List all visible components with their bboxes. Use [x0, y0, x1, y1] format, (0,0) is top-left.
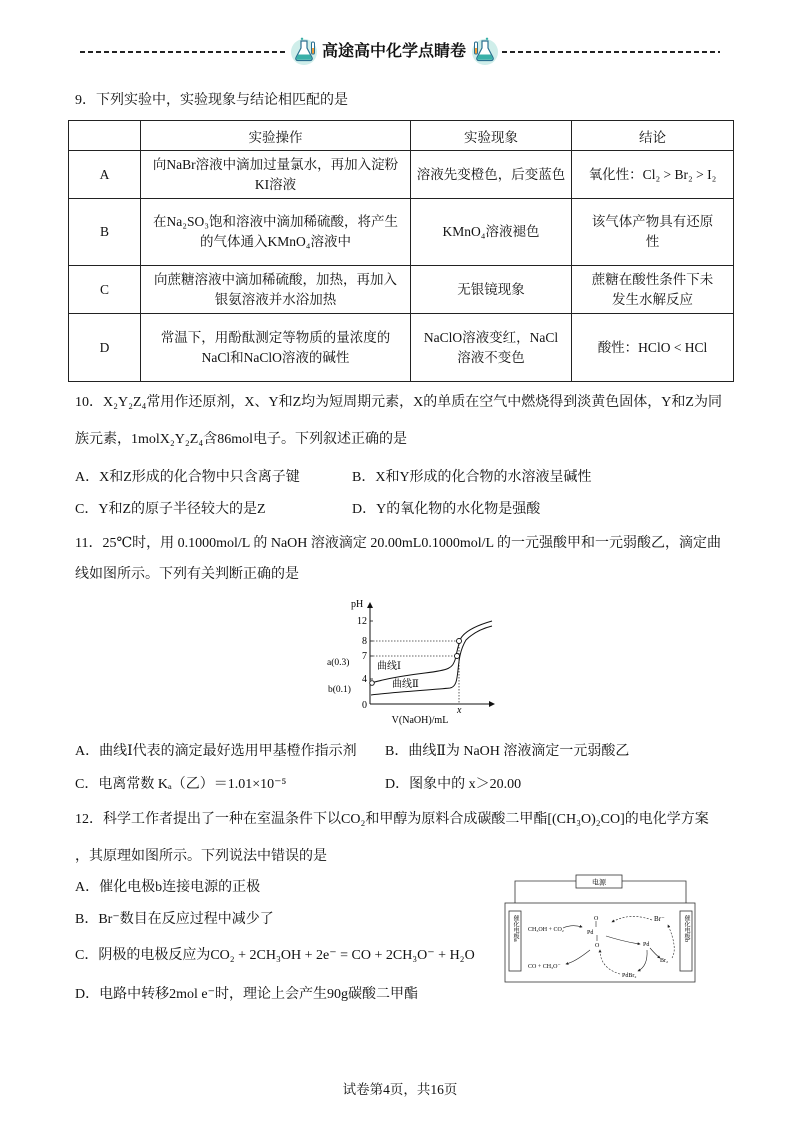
- cell-outline: [505, 903, 695, 982]
- titration-curve-figure: [322, 594, 498, 728]
- conclusion-cell: [572, 266, 734, 314]
- point-b-label: b(0.1): [328, 685, 351, 695]
- header-rule-left: [80, 51, 286, 53]
- cell-line: 发生水解反应: [612, 291, 693, 307]
- bromide-label: Br⁻: [654, 915, 665, 923]
- cell-line: KI溶液: [254, 176, 297, 192]
- reaction-arrow: [668, 925, 674, 958]
- electrochemical-cell-diagram: [495, 866, 703, 990]
- conclusion-cell: [572, 314, 734, 382]
- phenomenon-cell: [411, 199, 572, 266]
- y-tick-label: 4: [362, 674, 367, 685]
- power-source-label: 电源: [592, 878, 606, 887]
- electrode-right-label: 催化电极b: [683, 915, 689, 942]
- cell-line: NaCl和NaClO溶液的碱性: [201, 349, 350, 365]
- q12-stem-line: 12．科学工作者提出了一种在室温条件下以CO₂和甲醇为原料合成碳酸二甲酯[(CH₃O)₂CO]的电化学方案: [75, 812, 709, 827]
- reactants-label: CH₃OH + CO₂: [528, 927, 564, 933]
- reaction-arrow: [563, 926, 582, 928]
- reaction-arrow: [566, 950, 590, 964]
- header-rule-right: [502, 51, 720, 53]
- q12-option-a: A．催化电极b连接电源的正极: [75, 880, 261, 895]
- operation-cell: [141, 266, 411, 314]
- experiment-table: [68, 120, 734, 382]
- curve-2-label: 曲线Ⅱ: [392, 679, 419, 690]
- cell-line: NaClO溶液变红，NaCl: [423, 329, 559, 345]
- products-label: CO + CH₃O⁻: [528, 964, 561, 970]
- q10-option-c: C．Y和Z的原子半径较大的是Z: [75, 502, 266, 517]
- conclusion-cell: [572, 151, 734, 199]
- table-header: 实验现象: [411, 121, 572, 151]
- row-label: C: [69, 266, 141, 314]
- conclusion-cell: [572, 199, 734, 266]
- y-axis-label: pH: [351, 599, 364, 610]
- electrode-left-label: 催化电极a: [512, 915, 518, 942]
- q12-option-d: D．电路中转移2mol e⁻时，理论上会产生90g碳酸二甲酯: [75, 987, 418, 1002]
- q11-option-d: D．图象中的 x＞20.00: [385, 777, 522, 792]
- q12-stem-line: ，其原理如图所示。下列说法中错误的是: [75, 849, 327, 864]
- reaction-arrow: [650, 948, 660, 958]
- q10-stem-line: 10．X₂Y₂Z₄常用作还原剂，X、Y和Z均为短周期元素，X的单质在空气中燃烧得到淡黄色固体，Y和Z为同: [75, 395, 722, 410]
- intermediate-oxygen: O: [595, 943, 600, 949]
- reaction-arrow: [638, 950, 647, 971]
- cell-line: 向蔗糖溶液中滴加稀硫酸，加热，再加入: [154, 271, 397, 287]
- operation-cell: [141, 314, 411, 382]
- y-tick-label: 8: [362, 636, 367, 647]
- table-header: 实验操作: [141, 121, 411, 151]
- point-marker: [455, 654, 460, 659]
- y-tick-label: 7: [362, 651, 367, 662]
- pdbr2-label: PdBr₂: [622, 973, 637, 979]
- cell-line: 常温下，用酚酞测定等物质的量浓度的: [160, 329, 391, 345]
- cell-line: 的气体通入KMnO₄溶液中: [200, 234, 351, 249]
- table-row: [69, 314, 734, 382]
- q12-option-b: B．Br⁻数目在反应过程中减少了: [75, 912, 274, 927]
- cell-line: 该气体产物具有还原: [591, 214, 714, 229]
- intermediate-oxygen: O: [594, 916, 599, 922]
- q11-option-c: C．电离常数 Kₐ（乙）＝1.01×10⁻⁵: [75, 777, 287, 792]
- phenomenon-cell: [411, 266, 572, 314]
- q10-option-b: B．X和Y形成的化合物的水溶液呈碱性: [352, 470, 592, 485]
- cell-line: 无银镜现象: [457, 281, 525, 297]
- y-tick-label: 0: [362, 700, 367, 711]
- q10-stem-line: 族元素，1molX₂Y₂Z₄含86mol电子。下列叙述正确的是: [75, 432, 407, 447]
- curve-1-label: 曲线Ⅰ: [377, 661, 401, 672]
- q10-option-a: A．X和Z形成的化合物中只含离子键: [75, 470, 300, 485]
- cell-line: 氧化性：Cl₂ > Br₂ > I₂: [588, 166, 717, 182]
- row-label: B: [69, 199, 141, 266]
- x-mark-label: x: [457, 705, 462, 716]
- curve-1: [371, 621, 492, 683]
- q10-option-d: D．Y的氧化物的水化物是强酸: [352, 502, 541, 517]
- operation-cell: [141, 199, 411, 266]
- cell-line: 银氨溶液并水浴加热: [214, 291, 337, 307]
- header-title: 高途高中化学点睛卷: [322, 41, 467, 60]
- q11-stem-line: 11．25℃时，用 0.1000mol/L 的 NaOH 溶液滴定 20.00mL0.1000mol/L 的一元强酸甲和一元弱酸乙，滴定曲: [75, 536, 722, 551]
- cell-line: 酸性：HClO < HCl: [597, 339, 708, 355]
- reaction-arrow: [606, 936, 640, 944]
- reference-dotted-lines: [370, 641, 459, 704]
- flask-icon: [289, 36, 319, 66]
- page-footer: 试卷第4页，共16页: [342, 1082, 458, 1097]
- operation-cell: [141, 151, 411, 199]
- reaction-arrow: [600, 950, 620, 974]
- table-row: [69, 151, 734, 199]
- cell-line: 向NaBr溶液中滴加过量氯水，再加入淀粉: [152, 156, 399, 172]
- q11-option-a: A．曲线Ⅰ代表的滴定最好选用甲基橙作指示剂: [75, 744, 357, 759]
- br2-label: Br₂: [660, 958, 669, 964]
- point-marker: [370, 681, 375, 686]
- point-a-label: a(0.3): [327, 658, 350, 668]
- intermediate-pd: Pd: [587, 930, 594, 936]
- q12-option-c: C．阴极的电极反应为CO₂ + 2CH₃OH + 2e⁻ = CO + 2CH₃O⁻ + H₂O: [75, 948, 475, 963]
- table-header: 结论: [572, 121, 734, 151]
- reaction-arrow: [612, 916, 652, 922]
- table-row: [69, 199, 734, 266]
- x-axis-label: V(NaOH)/mL: [391, 715, 449, 726]
- cell-line: KMnO₄溶液褪色: [442, 224, 540, 239]
- point-marker: [457, 639, 462, 644]
- cell-line: 溶液先变橙色，后变蓝色: [416, 166, 566, 182]
- cell-line: 在Na₂SO₃饱和溶液中滴加稀硫酸，将产生: [153, 214, 398, 229]
- q11-stem-line: 线如图所示。下列有关判断正确的是: [75, 567, 299, 582]
- flask-icon: [470, 36, 500, 66]
- q9-stem: 9．下列实验中，实验现象与结论相匹配的是: [75, 93, 348, 108]
- table-header-blank: [69, 121, 141, 151]
- row-label: A: [69, 151, 141, 199]
- table-header-row: [69, 121, 734, 151]
- phenomenon-cell: [411, 314, 572, 382]
- table-row: [69, 266, 734, 314]
- q11-option-b: B．曲线Ⅱ为 NaOH 溶液滴定一元弱酸乙: [385, 744, 630, 759]
- cell-line: 溶液不变色: [457, 349, 525, 365]
- cell-line: 蔗糖在酸性条件下未: [591, 271, 714, 287]
- cell-line: 性: [645, 234, 660, 249]
- pd-label: Pd: [643, 942, 650, 948]
- row-label: D: [69, 314, 141, 382]
- phenomenon-cell: [411, 151, 572, 199]
- y-tick-label: 12: [357, 616, 367, 627]
